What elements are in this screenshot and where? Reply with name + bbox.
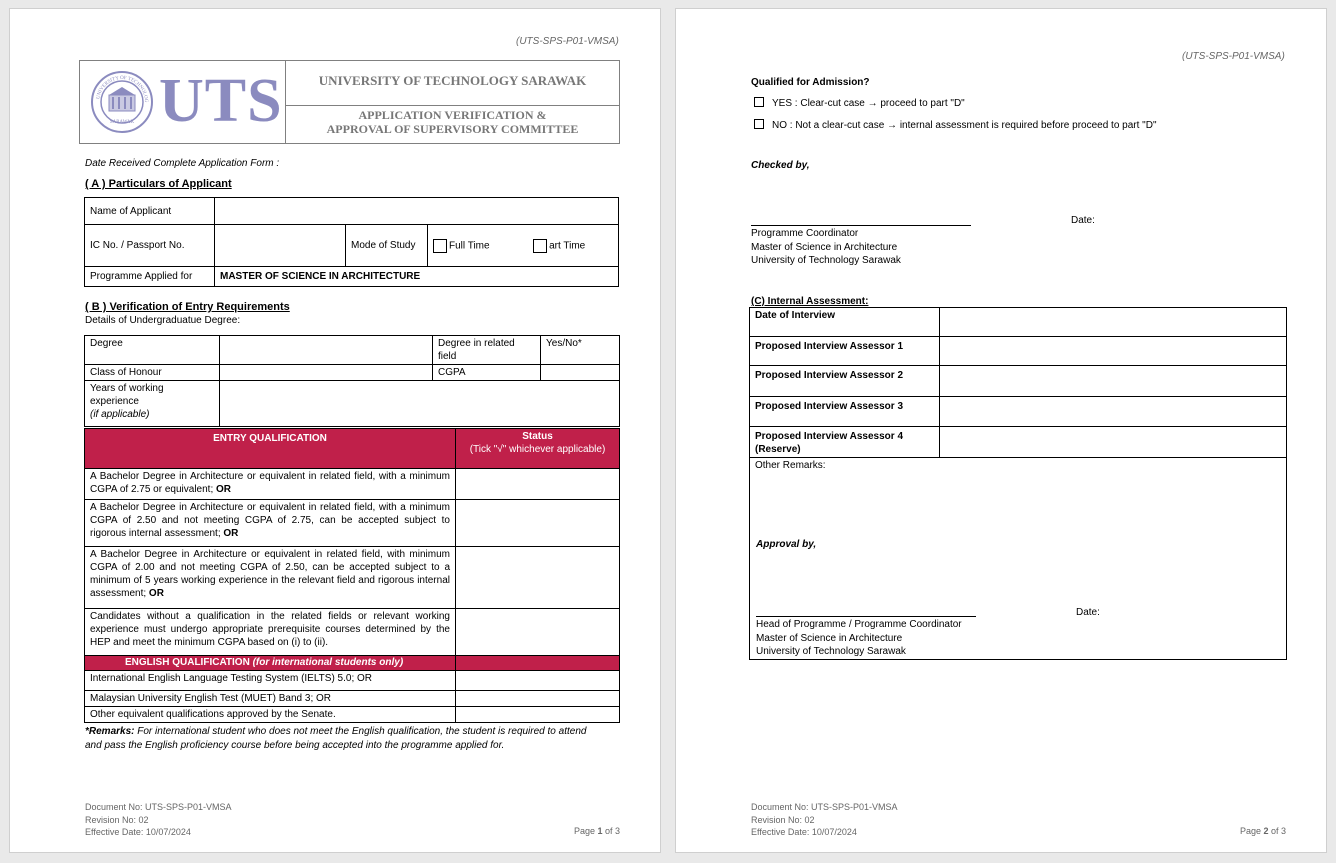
remarks-label: *Remarks: [85, 726, 135, 737]
years-exp-label [85, 381, 220, 427]
english-row-3: Other equivalent qualifications approved by the Senate. [85, 707, 456, 723]
assessor-1-field[interactable] [940, 337, 1287, 366]
english-row-1: International English Language Testing System (IELTS) 5.0; OR [85, 671, 456, 691]
signature-block-1 [751, 227, 901, 268]
svg-text:SARAWAK: SARAWAK [109, 120, 135, 125]
assessor-1-label: Proposed Interview Assessor 1 [750, 337, 940, 366]
programme-label: Programme Applied for [85, 267, 215, 287]
english-row-1-status[interactable] [456, 671, 620, 691]
name-label: Name of Applicant [85, 198, 215, 225]
yesno-label: Yes/No* [541, 336, 620, 365]
date-interview-label: Date of Interview [750, 308, 940, 337]
approval-by-label: Approval by, [756, 539, 817, 550]
status-header [456, 429, 620, 469]
date-received-label: Date Received Complete Application Form : [85, 158, 280, 169]
date-interview-field[interactable] [940, 308, 1287, 337]
assessor-4-field[interactable] [940, 427, 1287, 458]
status-subtitle: (Tick "√" whichever applicable) [469, 444, 606, 455]
sig1-title: Programme Coordinator [751, 228, 859, 239]
page-number-suffix: of 3 [602, 826, 621, 836]
sig2-title: Head of Programme / Programme Coordinator [756, 619, 962, 630]
qualified-yes-option[interactable] [754, 97, 965, 109]
english-qualification-header [85, 656, 456, 671]
entry-row-4: Candidates without a qualification in the related fields or relevant working experience must undergo appropriate prerequisite courses determined by the HEP and meet the minimum CGPA based on (i) to (ii). [85, 609, 456, 656]
english-row-2-status[interactable] [456, 691, 620, 707]
or-label: OR [148, 588, 164, 599]
section-c-title: (C) Internal Assessment: [751, 296, 869, 307]
footer-doc-no: Document No: UTS-SPS-P01-VMSA [85, 802, 232, 812]
english-status-header [456, 656, 620, 671]
assessor-3-label: Proposed Interview Assessor 3 [750, 397, 940, 427]
footer-doc-info [85, 801, 232, 839]
no-checkbox[interactable] [754, 119, 764, 129]
part-time-checkbox[interactable] [533, 239, 547, 253]
entry-row-2 [85, 500, 456, 547]
programme-value: MASTER OF SCIENCE IN ARCHITECTURE [215, 267, 619, 287]
name-field[interactable] [215, 198, 619, 225]
svg-text:UNIVERSITY OF TECHNOLOGY: UNIVERSITY OF TECHNOLOG [96, 75, 149, 103]
or-label: OR [223, 528, 239, 539]
entry-row-3 [85, 547, 456, 609]
footer-doc-no: Document No: UTS-SPS-P01-VMSA [751, 802, 898, 812]
doc-code: (UTS-SPS-P01-VMSA) [1182, 51, 1285, 62]
document-page-1 [9, 8, 661, 853]
page-number-current: 1 [597, 826, 603, 836]
section-a-title: ( A ) Particulars of Applicant [85, 178, 232, 190]
assessor-4-label [750, 427, 940, 458]
remarks-text: For international student who does not meet the English qualification, the student is required to attend and pass the English proficiency course before being accepted into the programme applied for. [85, 726, 587, 751]
section-b-title: ( B ) Verification of Entry Requirements [85, 301, 290, 313]
page-number-suffix: of 3 [1268, 826, 1287, 836]
ic-label: IC No. / Passport No. [85, 225, 215, 267]
form-title [286, 108, 619, 136]
sig2-university: University of Technology Sarawak [756, 646, 906, 657]
date-label-1: Date: [1071, 215, 1095, 226]
entry-qualification-header: ENTRY QUALIFICATION [85, 429, 456, 469]
entry-row-3-status[interactable] [456, 547, 620, 609]
degree-related-label: Degree in related field [433, 336, 541, 365]
degree-field[interactable] [220, 336, 433, 365]
footer-doc-info [751, 801, 898, 839]
english-row-3-status[interactable] [456, 707, 620, 723]
footer-eff-date: Effective Date: 10/07/2024 [85, 827, 191, 837]
qualified-no-option[interactable] [754, 119, 1157, 131]
no-label: NO : Not a clear-cut case → internal assessment is required before proceed to part "D" [772, 120, 1157, 131]
mode-options [428, 225, 619, 267]
logo-area [80, 61, 286, 143]
full-time-label: Full Time [449, 240, 490, 252]
entry-row-3-text: A Bachelor Degree in Architecture or equivalent in related field, with minimum CGPA of 2.00 and not meeting CGPA of 2.50, can be accepted subject to a minimum of 5 years working experience in the relevant field and rigorous internal assessment; [90, 549, 450, 599]
years-exp-field[interactable] [220, 381, 620, 427]
university-name: UNIVERSITY OF TECHNOLOGY SARAWAK [286, 61, 619, 106]
sig1-programme: Master of Science in Architecture [751, 241, 898, 253]
sig2-programme: Master of Science in Architecture [756, 632, 903, 644]
page-number-current: 2 [1263, 826, 1269, 836]
form-title-line-2: APPROVAL OF SUPERVISORY COMMITTEE [326, 122, 579, 136]
page-number-prefix: Page [574, 826, 598, 836]
sig1-university: University of Technology Sarawak [751, 255, 901, 266]
qualified-question: Qualified for Admission? [751, 77, 870, 88]
remarks-approval-cell[interactable] [750, 458, 1287, 660]
ic-field[interactable] [215, 225, 346, 267]
university-seal-icon [91, 71, 153, 133]
footer-rev-no: Revision No: 02 [751, 814, 815, 825]
mode-label: Mode of Study [346, 225, 428, 267]
assessor-2-label: Proposed Interview Assessor 2 [750, 366, 940, 397]
entry-row-1-text: A Bachelor Degree in Architecture or equivalent in related field, with a minimum CGPA of 2.75 or equivalent; [90, 471, 450, 495]
entry-qualification-table [84, 428, 620, 723]
entry-row-4-status[interactable] [456, 609, 620, 656]
class-honour-label: Class of Honour [85, 365, 220, 381]
class-honour-field[interactable] [220, 365, 433, 381]
entry-row-1 [85, 469, 456, 500]
status-title: Status [522, 431, 553, 442]
signature-line-1 [751, 225, 971, 226]
footer-eff-date: Effective Date: 10/07/2024 [751, 827, 857, 837]
or-label: OR [216, 484, 232, 495]
years-exp-text: Years of working experience [90, 383, 164, 407]
cgpa-label: CGPA [433, 365, 541, 381]
date-label-2: Date: [1076, 607, 1100, 618]
uts-logo-text: UTS [159, 67, 283, 135]
part-time-label: art Time [549, 240, 586, 252]
english-header-note: (for international students only) [252, 657, 404, 668]
degree-table [84, 335, 620, 427]
assessor-2-field[interactable] [940, 366, 1287, 397]
english-row-2: Malaysian University English Test (MUET) Band 3; OR [85, 691, 456, 707]
particulars-table [84, 197, 619, 287]
page-number-prefix: Page [1240, 826, 1264, 836]
signature-line-2 [756, 616, 976, 617]
english-header-text: ENGLISH QUALIFICATION [125, 657, 250, 668]
entry-row-2-status[interactable] [456, 500, 620, 547]
footer-rev-no: Revision No: 02 [85, 814, 149, 825]
other-remarks-label: Other Remarks: [755, 460, 826, 471]
document-page-2 [675, 8, 1327, 853]
assessor-4-text: Proposed Interview Assessor 4 [755, 431, 904, 442]
entry-row-2-text: A Bachelor Degree in Architecture or equivalent in related field, with a minimum CGPA of 2.50 and not meeting CGPA of 2.75, can be accepted subject to rigorous internal assessment; [90, 502, 450, 539]
full-time-checkbox[interactable] [433, 239, 447, 253]
form-header [79, 60, 620, 144]
assessor-3-field[interactable] [940, 397, 1287, 427]
degree-label: Degree [85, 336, 220, 365]
signature-block-2 [756, 618, 962, 659]
doc-code: (UTS-SPS-P01-VMSA) [516, 36, 619, 47]
form-title-line-1: APPLICATION VERIFICATION & [358, 108, 547, 122]
yes-checkbox[interactable] [754, 97, 764, 107]
cgpa-field[interactable] [541, 365, 620, 381]
assessor-4-reserve: (Reserve) [755, 444, 801, 455]
yes-label: YES : Clear-cut case → proceed to part "D" [772, 98, 965, 109]
if-applicable-text: (if applicable) [90, 409, 150, 420]
checked-by-label: Checked by, [751, 160, 810, 171]
page-number [1240, 826, 1286, 836]
page-number [574, 826, 620, 836]
remarks [85, 725, 605, 753]
section-b-subtitle: Details of Undergraduatue Degree: [85, 315, 241, 326]
entry-row-1-status[interactable] [456, 469, 620, 500]
internal-assessment-table [749, 307, 1287, 660]
